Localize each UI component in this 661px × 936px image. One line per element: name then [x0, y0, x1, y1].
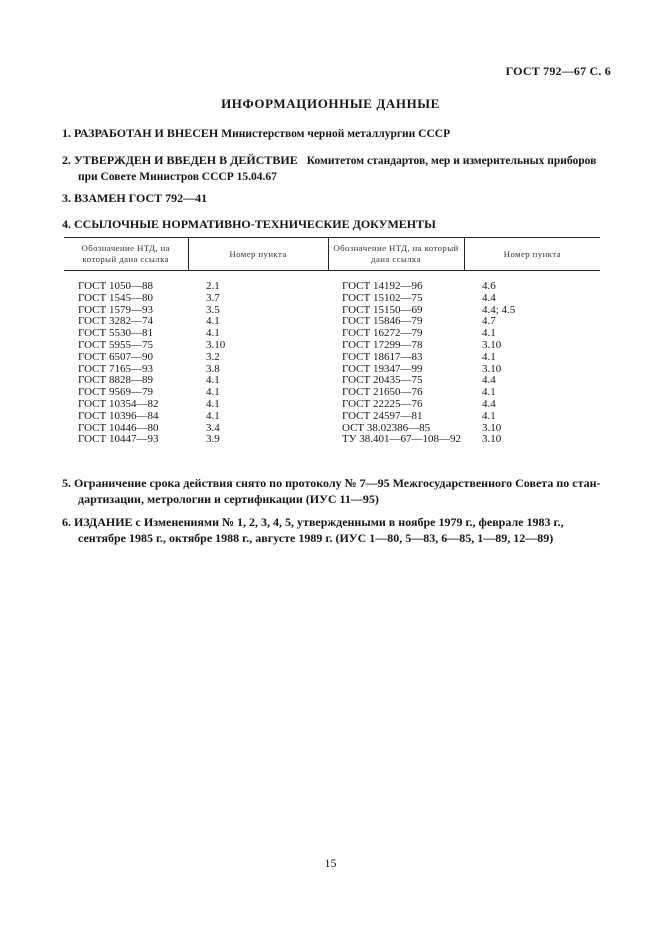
ref-designation-right: ГОСТ 16272—79 [342, 327, 423, 340]
ref-designation-right: ГОСТ 15102—75 [342, 291, 423, 304]
document-header-ref: ГОСТ 792—67 С. 6 [505, 64, 611, 78]
ref-designation-left: ГОСТ 10396—84 [78, 409, 159, 422]
ref-clause-right: 3.10 [482, 421, 502, 434]
ref-clause-left: 4.1 [206, 315, 220, 328]
ref-designation-left: ГОСТ 10447—93 [78, 433, 159, 446]
ref-clause-right: 4.1 [482, 409, 496, 422]
ref-designation-right: ГОСТ 17299—78 [342, 338, 423, 351]
ref-designation-right: ГОСТ 15846—79 [342, 315, 423, 328]
item-2 [62, 152, 612, 185]
ref-clause-left: 3.9 [206, 433, 220, 446]
ref-designation-left: ГОСТ 10446—80 [78, 421, 159, 434]
ref-designation-left: ГОСТ 3282—74 [78, 315, 153, 328]
ref-clause-right: 4.4; 4.5 [482, 303, 516, 316]
item-2-head: 2. УТВЕРЖДЕН И ВВЕДЕН В ДЕЙСТВИЕ [62, 153, 298, 167]
ref-clause-left: 4.1 [206, 409, 220, 422]
ref-clause-right: 4.1 [482, 327, 496, 340]
item-5-line-2: дартизации, метрологии и сертификации (ИУС 11—95) [78, 492, 379, 506]
ref-designation-left: ГОСТ 5530—81 [78, 327, 153, 340]
ref-clause-left: 3.5 [206, 303, 220, 316]
ref-designation-left: ГОСТ 8828—89 [78, 374, 153, 387]
item-6-line-1: 6. ИЗДАНИЕ с Изменениями № 1, 2, 3, 4, 5, утвержденными в ноябре 1979 г., феврале 1983 г., [62, 515, 564, 529]
ref-designation-left: ГОСТ 9569—79 [78, 386, 153, 399]
ref-clause-left: 4.1 [206, 386, 220, 399]
ref-designation-left: ГОСТ 1050—88 [78, 280, 153, 292]
item-3-head: 3. ВЗАМЕН ГОСТ 792—41 [62, 191, 208, 205]
ref-designation-right: ГОСТ 24597—81 [342, 409, 423, 422]
column-header-designation-2: Обозначение НТД, на который дана ссылка [328, 238, 464, 271]
ref-designation-left: ГОСТ 10354—82 [78, 397, 159, 410]
table-row [64, 293, 600, 305]
item-3 [62, 190, 612, 206]
item-1 [62, 125, 612, 142]
ref-clause-left: 4.1 [206, 374, 220, 387]
ref-designation-right: ГОСТ 15150—69 [342, 303, 423, 316]
item-5 [62, 475, 612, 507]
ref-clause-left: 3.8 [206, 362, 220, 375]
column-header-designation-1: Обозначение НТД, на который дана ссылка [64, 238, 188, 271]
item-1-body: Министерством черной металлургии СССР [221, 128, 451, 140]
ref-clause-right: 3.10 [482, 338, 502, 351]
table-row [64, 271, 600, 293]
ref-clause-right: 4.4 [482, 291, 496, 304]
ref-clause-right: 3.10 [482, 362, 502, 375]
ref-designation-left: ГОСТ 5955—75 [78, 338, 153, 351]
ref-clause-left: 3.2 [206, 350, 220, 363]
ref-designation-right: ТУ 38.401—67—108—92 [342, 433, 462, 446]
table-row [64, 352, 600, 364]
ref-designation-right: ГОСТ 14192—96 [342, 280, 423, 292]
page-number: 15 [324, 856, 337, 870]
references-table [64, 237, 600, 446]
ref-clause-right: 4.4 [482, 374, 496, 387]
ref-clause-right: 3.10 [482, 433, 502, 446]
ref-designation-right: ГОСТ 21650—76 [342, 386, 423, 399]
column-header-clause-1: Номер пункта [188, 238, 328, 271]
item-2-continuation: при Совете Министров СССР 15.04.67 [78, 171, 277, 183]
ref-designation-left: ГОСТ 6507—90 [78, 350, 153, 363]
ref-designation-right: ГОСТ 22225—76 [342, 397, 423, 410]
ref-clause-left: 4.1 [206, 397, 220, 410]
item-2-body: Комитетом стандартов, мер и измерительных приборов [306, 155, 597, 167]
ref-clause-right: 4.7 [482, 315, 496, 328]
ref-clause-right: 4.1 [482, 350, 496, 363]
ref-designation-right: ОСТ 38.02386—85 [342, 421, 431, 434]
ref-clause-left: 4.1 [206, 327, 220, 340]
column-header-clause-2: Номер пункта [464, 238, 600, 271]
table-row [64, 399, 600, 411]
ref-designation-left: ГОСТ 7165—93 [78, 362, 153, 375]
item-4-head: 4. ССЫЛОЧНЫЕ НОРМАТИВНО-ТЕХНИЧЕСКИЕ ДОКУМЕНТЫ [62, 217, 436, 231]
ref-designation-right: ГОСТ 19347—99 [342, 362, 423, 375]
table-row [64, 434, 600, 446]
ref-clause-left: 3.10 [206, 338, 226, 351]
ref-clause-left: 2.1 [206, 280, 220, 292]
item-6-line-2: сентябре 1985 г., октябре 1988 г., августе 1989 г. (ИУС 1—80, 5—83, 6—85, 1—89, 12—89) [78, 531, 554, 545]
ref-designation-right: ГОСТ 20435—75 [342, 374, 423, 387]
item-1-head: 1. РАЗРАБОТАН И ВНЕСЕН [62, 126, 219, 140]
ref-clause-left: 3.4 [206, 421, 220, 434]
page-title: ИНФОРМАЦИОННЫЕ ДАННЫЕ [221, 96, 440, 111]
item-6 [62, 514, 612, 546]
table-row [64, 411, 600, 423]
ref-clause-right: 4.6 [482, 280, 496, 292]
ref-clause-left: 3.7 [206, 291, 220, 304]
ref-designation-right: ГОСТ 18617—83 [342, 350, 423, 363]
ref-designation-left: ГОСТ 1579—93 [78, 303, 153, 316]
ref-clause-right: 4.4 [482, 397, 496, 410]
ref-clause-right: 4.1 [482, 386, 496, 399]
item-4 [62, 216, 612, 232]
table-header-row [64, 238, 600, 271]
ref-designation-left: ГОСТ 1545—80 [78, 291, 153, 304]
item-5-line-1: 5. Ограничение срока действия снято по протоколу № 7—95 Межгосударственного Совета по стан- [62, 476, 601, 490]
table-row [64, 340, 600, 352]
